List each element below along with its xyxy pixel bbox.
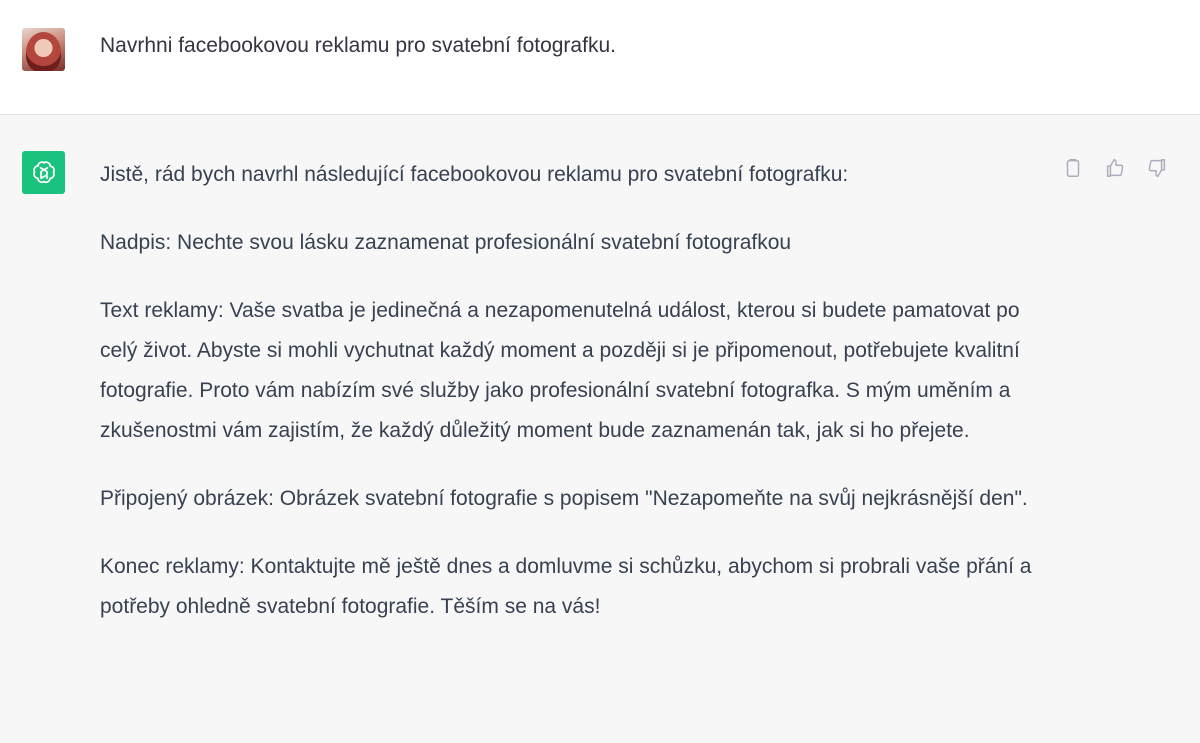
message-actions <box>1060 155 1170 181</box>
assistant-message-content <box>100 155 1050 655</box>
thumbs-down-icon <box>1146 157 1168 179</box>
copy-button[interactable] <box>1060 155 1086 181</box>
ad-ending: Konec reklamy: Kontaktujte mě ještě dnes a domluvme si schůzku, abychom si probrali vaše přání a potřeby ohledně svatební fotografie. Těším se na vás! <box>100 555 1032 618</box>
chatgpt-logo-icon <box>22 151 65 194</box>
ad-text: Text reklamy: Vaše svatba je jedinečná a nezapomenutelná událost, kterou si budete pamatovat po celý život. Abyste si mohli vychutnat každý moment a později si je připomenout, potřebujete kvalitní fotografie. Proto vám nabízím své služby jako profesionální svatební fotografka. S mým uměním a zkušenostmi vám zajistím, že každý důležitý moment bude zaznamenán tak, jak si ho přejete. <box>100 299 1020 442</box>
thumbs-up-icon <box>1104 157 1126 179</box>
ad-headline: Nadpis: Nechte svou lásku zaznamenat profesionální svatební fotografkou <box>100 231 792 254</box>
user-message-text: Navrhni facebookovou reklamu pro svatební fotografku. <box>100 34 616 57</box>
clipboard-icon <box>1062 157 1084 179</box>
ad-image-description: Připojený obrázek: Obrázek svatební fotografie s popisem "Nezapomeňte na svůj nejkrásnější den". <box>100 487 1028 510</box>
assistant-message <box>0 115 1200 743</box>
user-message <box>0 0 1200 115</box>
assistant-intro: Jistě, rád bych navrhl následující facebookovou reklamu pro svatební fotografku: <box>100 163 849 186</box>
thumbs-down-button[interactable] <box>1144 155 1170 181</box>
thumbs-up-button[interactable] <box>1102 155 1128 181</box>
user-avatar-photo <box>26 32 61 71</box>
user-avatar <box>22 28 65 71</box>
